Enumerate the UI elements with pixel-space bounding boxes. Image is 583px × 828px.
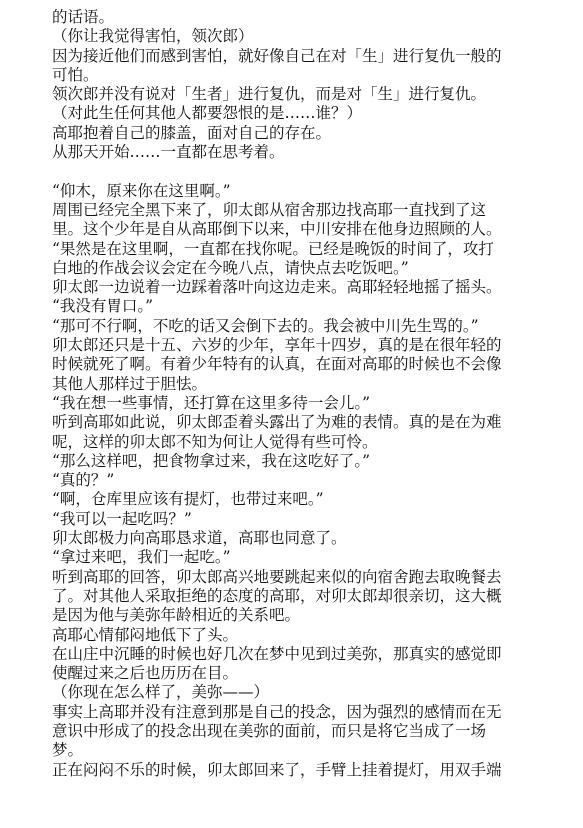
text-line: 正在闷闷不乐的时候，卯太郎回来了，手臂上挂着提灯，用双手端 xyxy=(52,760,502,779)
text-line: 梦。 xyxy=(52,741,84,760)
text-line: 白地的作战会议会定在今晚八点，请快点去吃饭吧。” xyxy=(52,258,409,277)
text-line: 使醒过来之后也历历在目。 xyxy=(52,664,239,683)
text-line: 听到高耶的回答，卯太郎高兴地要跳起来似的向宿舍跑去取晚餐去 xyxy=(52,567,502,586)
text-line: “我可以一起吃吗？” xyxy=(52,509,192,528)
text-line: “我在想一些事情，还打算在这里多待一会儿。” xyxy=(52,393,371,412)
text-line: “那可不行啊，不吃的话又会倒下去的。我会被中川先生骂的。” xyxy=(52,316,479,335)
text-line: 卯太郎极力向高耶恳求道，高耶也同意了。 xyxy=(52,529,347,548)
text-line: “真的？” xyxy=(52,471,115,490)
text-line: 卯太郎还只是十五、六岁的少年，享年十四岁，真的是在很年轻的 xyxy=(52,336,502,355)
text-line: 领次郎并没有说对「生者」进行复仇，而是对「生」进行复仇。 xyxy=(52,85,487,104)
text-line: 其他人那样过于胆怯。 xyxy=(52,374,208,393)
text-line: 在山庄中沉睡的时候也好几次在梦中见到过美弥，那真实的感觉即 xyxy=(52,644,502,663)
text-line: 的话语。 xyxy=(52,8,115,26)
text-line: 高耶心情郁闷地低下了头。 xyxy=(52,625,239,644)
text-line: 意识中形成了的投念出现在美弥的面前，而只是将它当成了一场 xyxy=(52,721,487,740)
text-line: 卯太郎一边说着一边踩着落叶向这边走来。高耶轻轻地摇了摇头。 xyxy=(52,278,502,297)
text-line: 是因为他与美弥年龄相近的关系吧。 xyxy=(52,606,301,625)
text-line: “仰木，原来你在这里啊。” xyxy=(52,181,231,200)
text-line: 时候就死了啊。有着少年特有的认真，在面对高耶的时候也不会像 xyxy=(52,355,502,374)
text-line: “啊，仓库里应该有提灯，也带过来吧。” xyxy=(52,490,324,509)
text-line: （对此生任何其他人都要怨恨的是……谁？） xyxy=(52,104,363,123)
text-line: 可怕。 xyxy=(52,65,99,84)
text-line: “拿过来吧，我们一起吃。” xyxy=(52,548,231,567)
text-line: “那么这样吧，把食物拿过来，我在这吃好了。” xyxy=(52,451,371,470)
text-line: 呢，这样的卯太郎不知为何让人觉得有些可怜。 xyxy=(52,432,378,451)
text-line: “我没有胃口。” xyxy=(52,297,154,316)
text-line: 了。对其他人采取拒绝的态度的高耶，对卯太郎却很亲切，这大概 xyxy=(52,586,502,605)
text-line: （你现在怎么样了，美弥——） xyxy=(52,683,270,702)
text-line: （你让我觉得害怕，领次郎） xyxy=(52,27,254,46)
text-line: 因为接近他们而感到害怕，就好像自己在对「生」进行复仇一般的 xyxy=(52,46,502,65)
paragraph-gap xyxy=(52,162,572,181)
text-line: 高耶抱着自己的膝盖，面对自己的存在。 xyxy=(52,123,332,142)
text-line: “果然是在这里啊，一直都在找你呢。已经是晚饭的时间了，攻打 xyxy=(52,239,494,258)
text-line: 周围已经完全黑下来了，卯太郎从宿舍那边找高耶一直找到了这 xyxy=(52,200,487,219)
text-line: 事实上高耶并没有注意到那是自己的投念，因为强烈的感情而在无 xyxy=(52,702,502,721)
text-line: 从那天开始……一直都在思考着。 xyxy=(52,143,285,162)
text-line: 里。这个少年是自从高耶倒下以来，中川安排在他身边照顾的人。 xyxy=(52,220,502,239)
document-page xyxy=(52,8,572,780)
text-line: 听到高耶如此说，卯太郎歪着头露出了为难的表情。真的是在为难 xyxy=(52,413,502,432)
